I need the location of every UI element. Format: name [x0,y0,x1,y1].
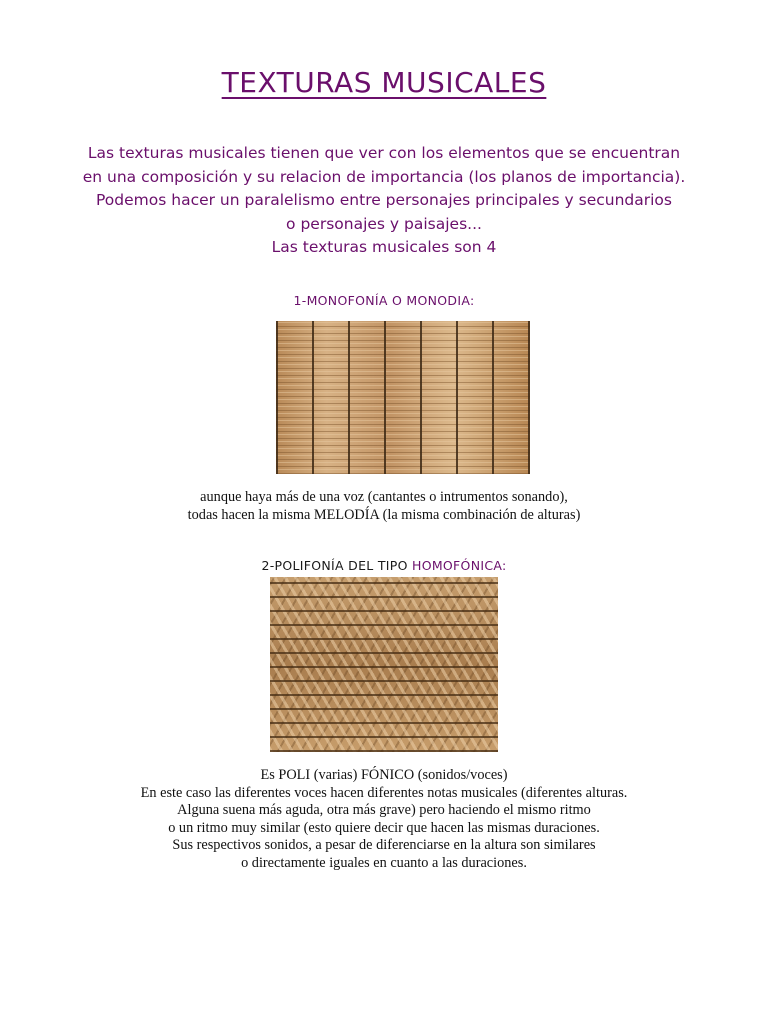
intro-paragraph [0,142,768,260]
monofonia-paragraph [0,489,768,524]
homofonica-paragraph [0,767,768,872]
paragraph-line: Alguna suena más aguda, otra más grave) pero haciendo el mismo ritmo [177,802,591,818]
paragraph-line: todas hacen la misma MELODÍA (la misma combinación de alturas) [187,506,581,523]
paragraph-line: Sus respectivos sonidos, a pesar de diferenciarse en la altura son similares [172,837,596,853]
paragraph-line: aunque haya más de una voz (cantantes o intrumentos sonando), [200,489,568,505]
woven-basket-image [270,577,498,752]
intro-line: en una composición y su relacion de importancia (los planos de importancia). [82,167,686,186]
heading-prefix: 2-POLIFONÍA DEL TIPO [261,558,412,573]
paragraph-line: En este caso las diferentes voces hacen diferentes notas musicales (diferentes alturas. [140,784,628,801]
paragraph-line: o directamente iguales en cuanto a las duraciones. [241,854,527,871]
section-heading-homofonica [0,558,768,573]
heading-accent: HOMOFÓNICA: [412,558,507,573]
document-title: TEXTURAS MUSICALES [221,66,547,99]
section-heading-monofonia: 1-MONOFONÍA O MONODIA: [293,293,475,308]
intro-line: Las texturas musicales son 4 [271,238,497,256]
intro-line: o personajes y paisajes... [286,214,482,233]
intro-line: Podemos hacer un paralelismo entre personajes principales y secundarios [96,191,672,209]
paragraph-line: o un ritmo muy similar (esto quiere decir que hacen las mismas duraciones. [168,819,600,836]
intro-line: Las texturas musicales tienen que ver con los elementos que se encuentran [87,144,681,162]
reed-mat-image [276,321,530,474]
paragraph-line: Es POLI (varias) FÓNICO (sonidos/voces) [260,767,508,783]
